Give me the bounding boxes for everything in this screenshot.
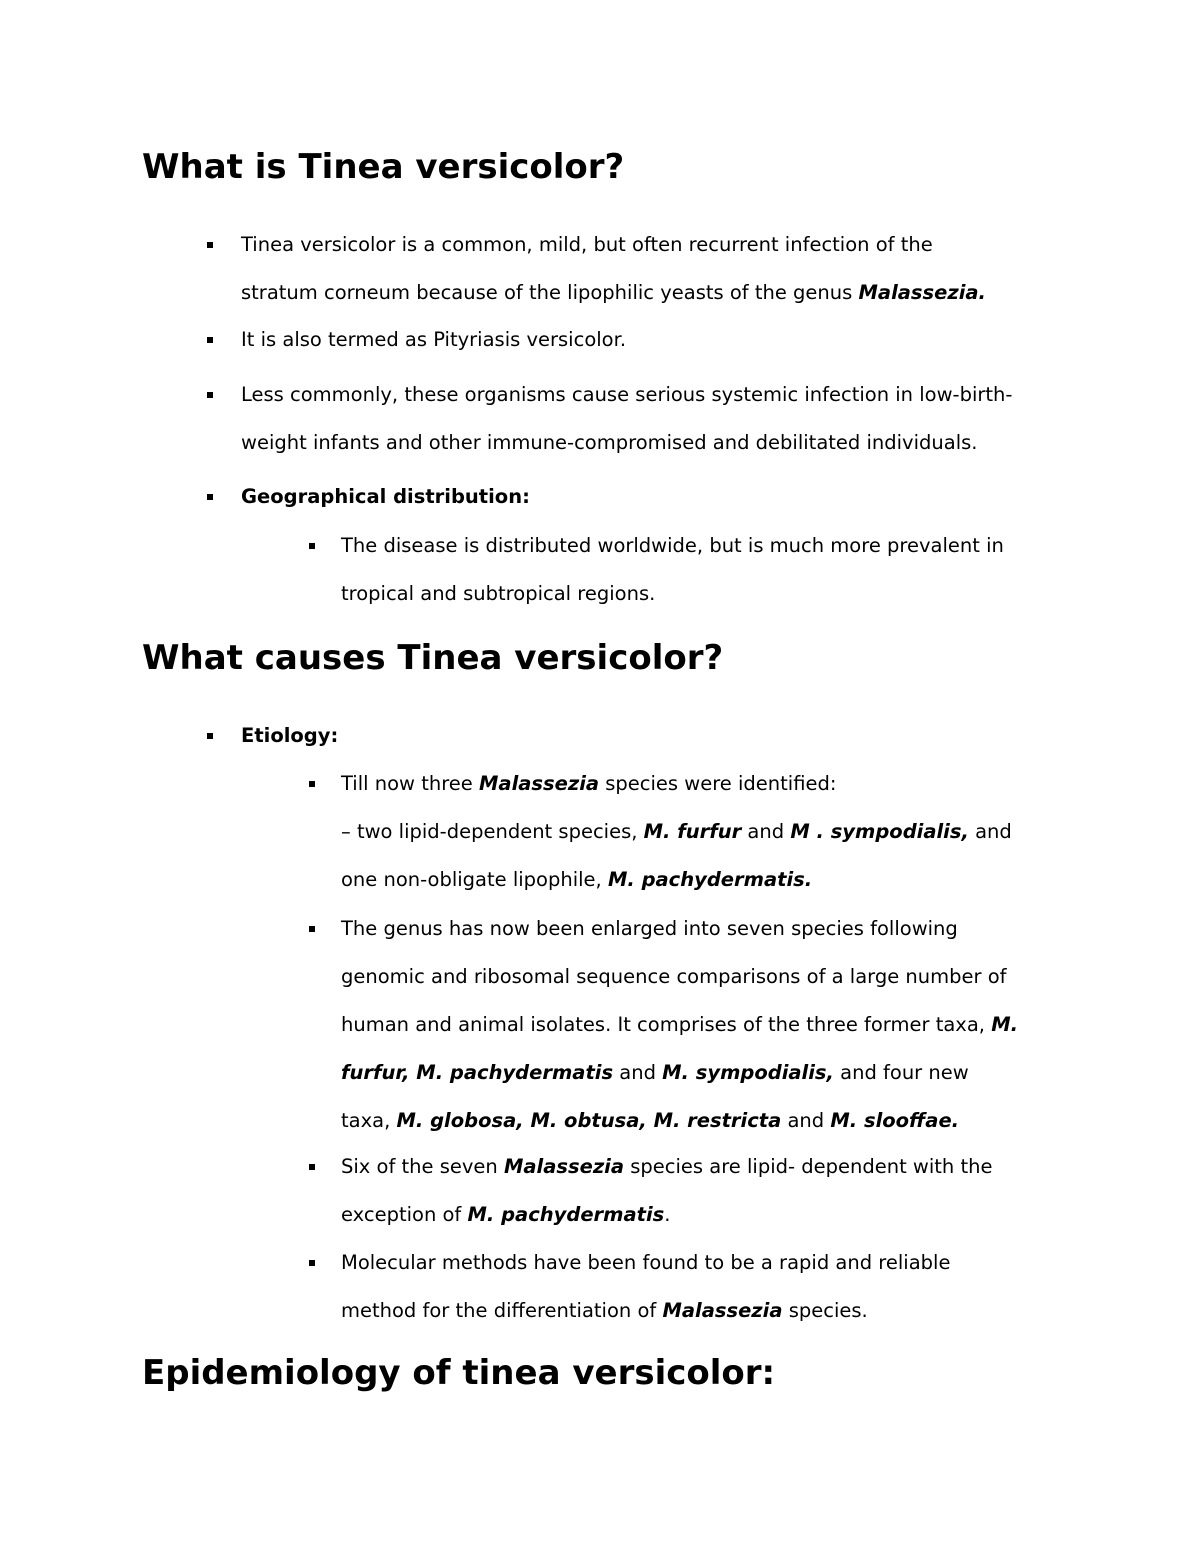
text-span: species. bbox=[782, 1299, 868, 1322]
text-line: It is also termed as Pityriasis versicolor. bbox=[241, 328, 627, 351]
text-span: and bbox=[613, 1061, 663, 1084]
bullet-icon bbox=[309, 926, 315, 932]
sub-item-genus-enlarged bbox=[341, 905, 1071, 1145]
text-line bbox=[341, 1001, 1071, 1049]
text-line: Molecular methods have been found to be a rapid and reliable bbox=[341, 1251, 951, 1274]
text-line: genomic and ribosomal sequence comparisons of a large number of bbox=[341, 965, 1007, 988]
text-line: Less commonly, these organisms cause serious systemic infection in low-birth- bbox=[241, 383, 1013, 406]
species-name: M. furfur bbox=[643, 820, 742, 843]
text-line bbox=[341, 760, 1071, 808]
text-line bbox=[341, 1191, 1071, 1239]
sub-item-molecular-methods bbox=[341, 1239, 1071, 1335]
list-item-alt-name bbox=[241, 316, 1071, 364]
sub-item-lipid-dependent bbox=[341, 1143, 1071, 1239]
bullet-icon bbox=[309, 781, 315, 787]
sub-item-three-species bbox=[341, 760, 1071, 904]
species-name: furfur, M. pachydermatis bbox=[341, 1061, 614, 1084]
text-line bbox=[341, 1049, 1071, 1097]
text-span: Six of the seven bbox=[341, 1155, 504, 1178]
species-name: M. bbox=[991, 1013, 1018, 1036]
species-name: Malassezia bbox=[479, 772, 600, 795]
text-span: and four new bbox=[833, 1061, 969, 1084]
bullet-icon bbox=[207, 733, 213, 739]
text-span: and bbox=[968, 820, 1012, 843]
bullet-icon bbox=[309, 543, 315, 549]
bullet-icon bbox=[207, 392, 213, 398]
heading-what-is-tinea-versicolor: What is Tinea versicolor? bbox=[142, 147, 625, 187]
bullet-icon bbox=[207, 242, 213, 248]
text-line: tropical and subtropical regions. bbox=[341, 582, 656, 605]
heading-epidemiology: Epidemiology of tinea versicolor: bbox=[142, 1353, 776, 1393]
species-name: Malassezia bbox=[503, 1155, 625, 1178]
text-span: species are lipid- dependent with the bbox=[624, 1155, 993, 1178]
text-line: Tinea versicolor is a common, mild, but often recurrent infection of the bbox=[241, 233, 933, 256]
species-name: M . sympodialis, bbox=[790, 820, 969, 843]
species-name: Malassezia. bbox=[858, 281, 986, 304]
text-line bbox=[241, 269, 1071, 317]
text-line: Geographical distribution: bbox=[241, 485, 530, 508]
text-line bbox=[341, 1097, 1071, 1145]
list-item-systemic-infection bbox=[241, 371, 1071, 467]
bullet-icon bbox=[207, 337, 213, 343]
species-name: Malassezia bbox=[662, 1299, 783, 1322]
list-item-geographical-distribution bbox=[241, 473, 1071, 521]
list-item-definition bbox=[241, 221, 1071, 317]
text-line: The disease is distributed worldwide, but is much more prevalent in bbox=[341, 534, 1004, 557]
text-span: human and animal isolates. It comprises of the three former taxa, bbox=[341, 1013, 992, 1036]
text-span: and bbox=[781, 1109, 831, 1132]
text-line bbox=[341, 856, 1071, 904]
text-line bbox=[341, 1287, 1071, 1335]
heading-what-causes-tinea-versicolor: What causes Tinea versicolor? bbox=[142, 638, 724, 678]
text-line: Etiology: bbox=[241, 724, 339, 747]
text-line bbox=[341, 1143, 1071, 1191]
species-name: M. pachydermatis bbox=[467, 1203, 665, 1226]
text-span: one non-obligate lipophile, bbox=[341, 868, 608, 891]
text-line: The genus has now been enlarged into seven species following bbox=[341, 917, 958, 940]
bullet-icon bbox=[309, 1260, 315, 1266]
list-item-etiology bbox=[241, 712, 1071, 760]
bullet-icon bbox=[207, 494, 213, 500]
species-name: M. slooffae. bbox=[830, 1109, 960, 1132]
text-span: method for the differentiation of bbox=[341, 1299, 663, 1322]
text-span: . bbox=[664, 1203, 671, 1226]
text-span: and bbox=[741, 820, 791, 843]
text-line: weight infants and other immune-compromised and debilitated individuals. bbox=[241, 431, 978, 454]
text-span: – two lipid-dependent species, bbox=[341, 820, 644, 843]
text-span: taxa, bbox=[341, 1109, 397, 1132]
species-name: M. pachydermatis. bbox=[607, 868, 813, 891]
text-line bbox=[341, 808, 1071, 856]
sub-item-distribution bbox=[341, 522, 1071, 618]
species-name: M. sympodialis, bbox=[662, 1061, 834, 1084]
text-span: Till now three bbox=[341, 772, 479, 795]
text-span: species were identified: bbox=[599, 772, 837, 795]
bullet-icon bbox=[309, 1164, 315, 1170]
text-span: exception of bbox=[341, 1203, 468, 1226]
text-span: stratum corneum because of the lipophilic yeasts of the genus bbox=[241, 281, 859, 304]
species-name: M. globosa, M. obtusa, M. restricta bbox=[396, 1109, 782, 1132]
